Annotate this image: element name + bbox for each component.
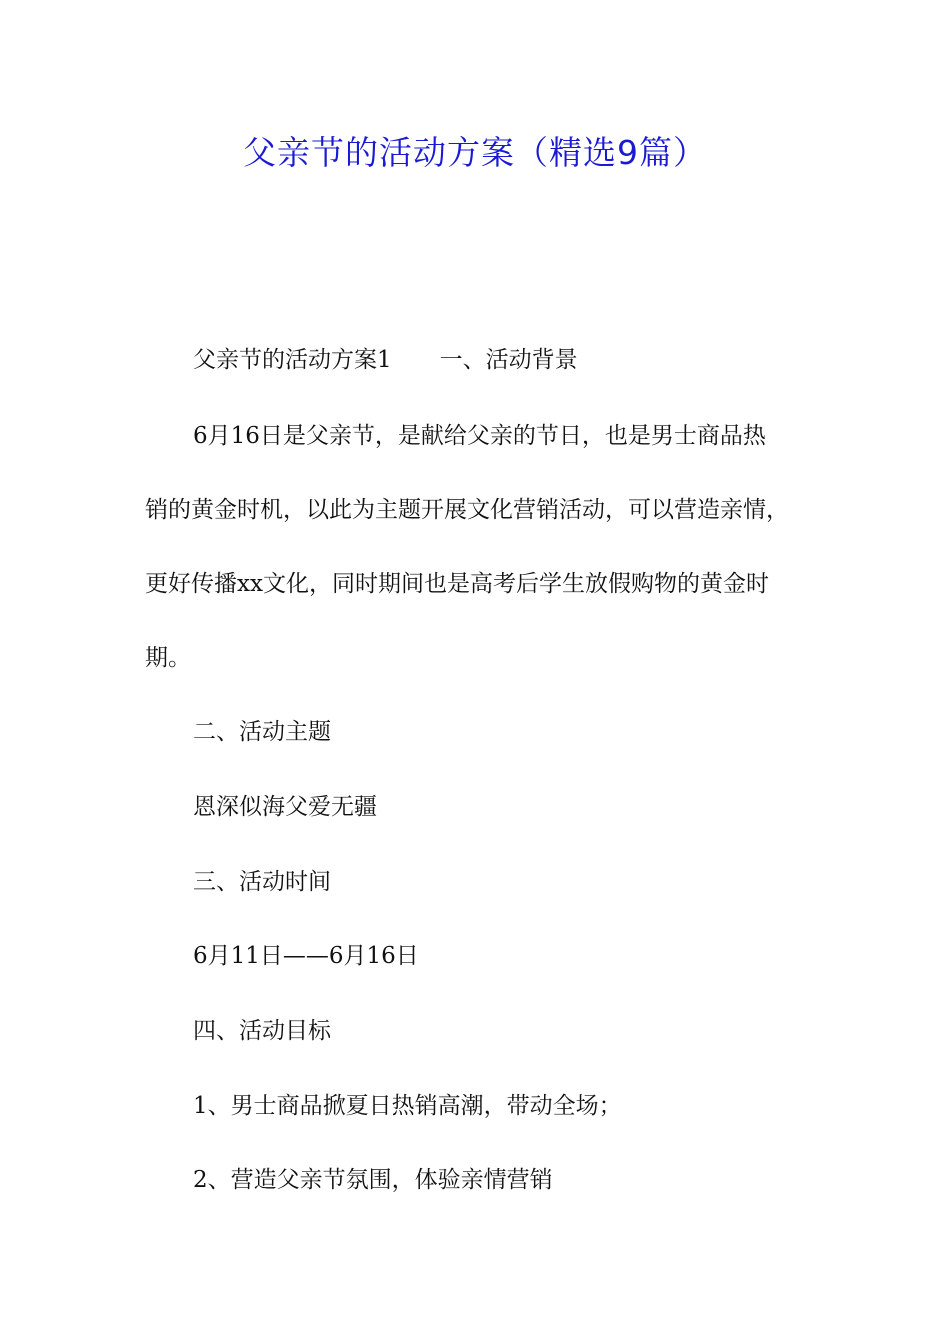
list-item: 2、营造父亲节氛围，体验亲情营销	[193, 1167, 553, 1193]
paragraph-line: 销的黄金时机，以此为主题开展文化营销活动，可以营造亲情，	[145, 497, 789, 523]
section-content: 6月11日——6月16日	[193, 943, 419, 969]
list-item: 1、男士商品掀夏日热销高潮，带动全场；	[193, 1093, 622, 1119]
paragraph-line: 更好传播xx文化，同时期间也是高考后学生放假购物的黄金时	[145, 571, 769, 597]
paragraph-line: 期。	[145, 645, 191, 671]
paragraph-line: 6月16日是父亲节，是献给父亲的节日，也是男士商品热	[193, 423, 766, 449]
section-heading: 二、活动主题	[193, 719, 331, 745]
section-content: 恩深似海父爱无疆	[193, 794, 377, 820]
section-heading-line	[193, 340, 578, 380]
section-subheading: 一、活动背景	[439, 347, 578, 373]
document-title: 父亲节的活动方案（精选9篇）	[243, 133, 707, 172]
section-heading: 父亲节的活动方案1	[193, 347, 392, 373]
section-heading: 三、活动时间	[193, 869, 331, 895]
section-heading: 四、活动目标	[193, 1018, 331, 1044]
